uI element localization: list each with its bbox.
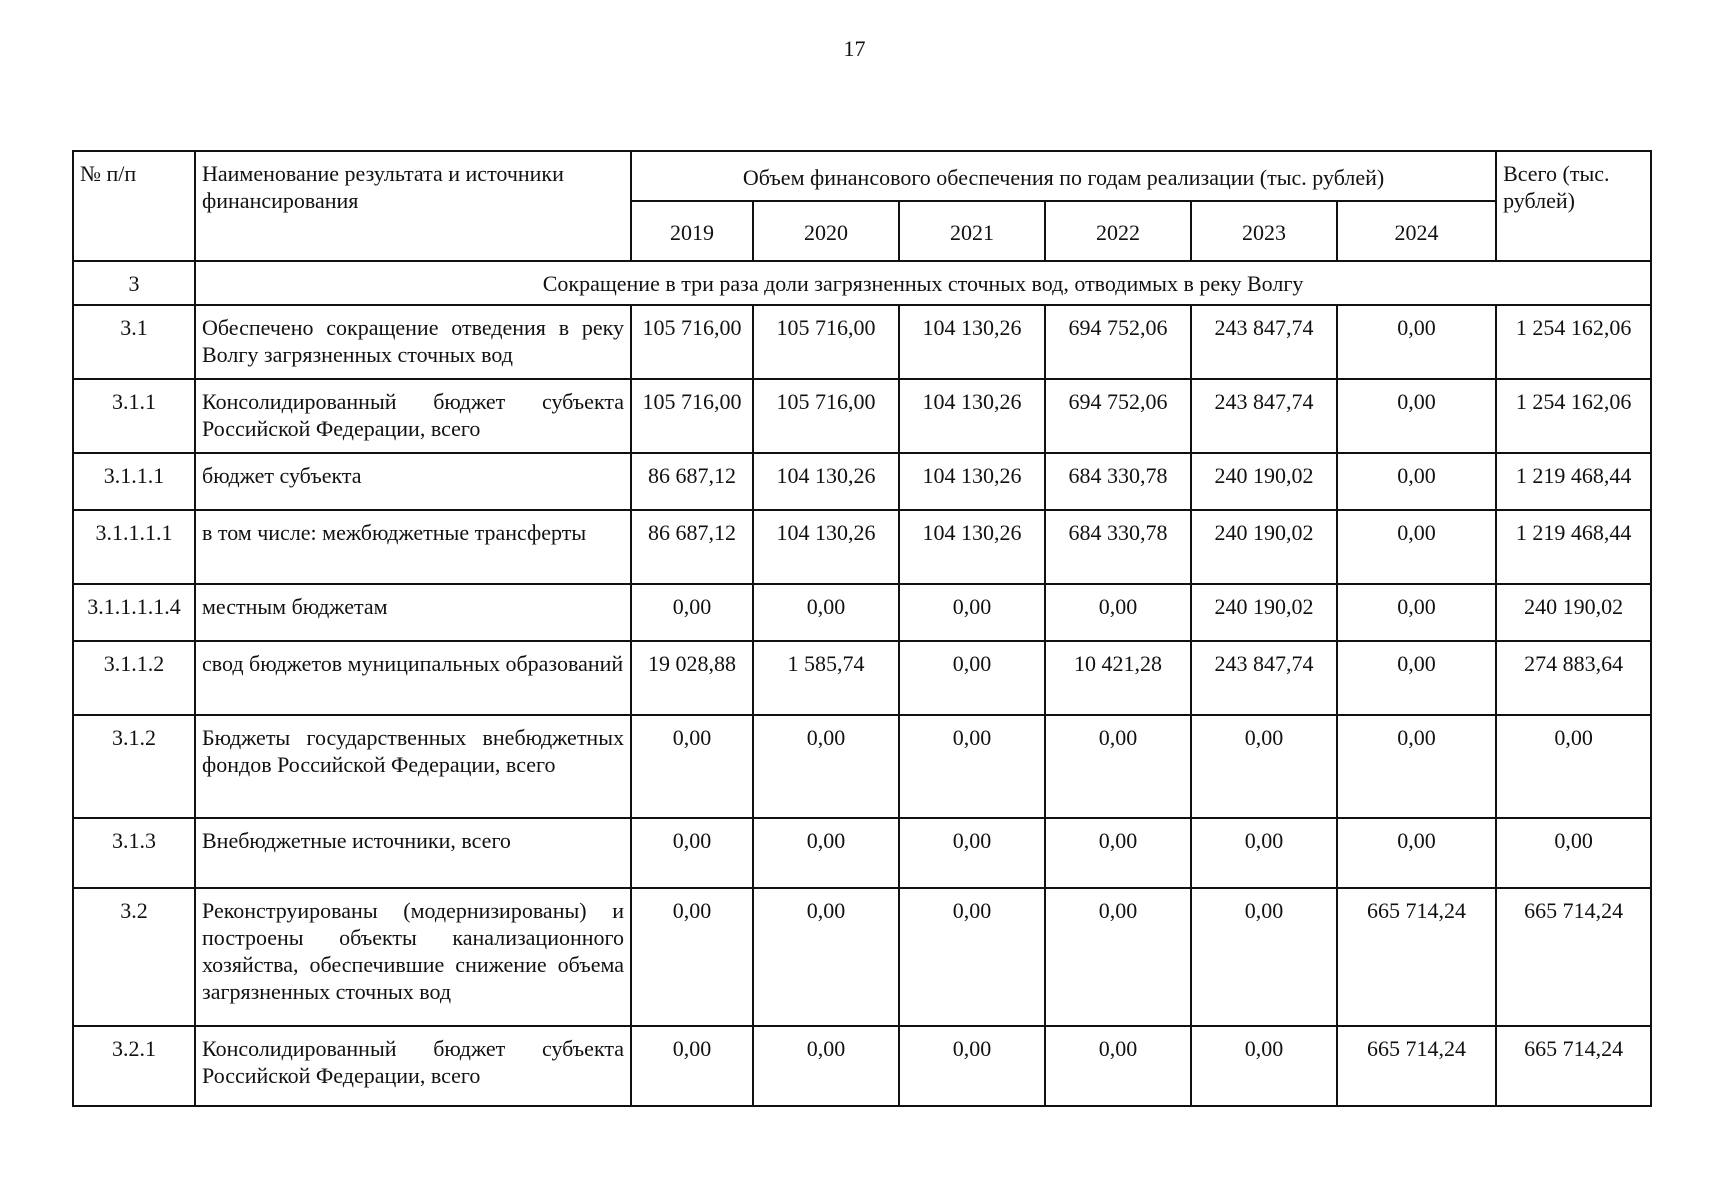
header-year: 2022	[1045, 201, 1191, 261]
page-number: 17	[843, 36, 866, 61]
table-row	[73, 715, 1651, 818]
table-row	[73, 453, 1651, 510]
row-total: 0,00	[1496, 715, 1651, 818]
row-value: 684 330,78	[1045, 453, 1191, 510]
row-value: 0,00	[1337, 715, 1496, 818]
row-value: 10 421,28	[1045, 641, 1191, 715]
row-number: 3.1.1.1	[73, 453, 195, 510]
row-total: 665 714,24	[1496, 1026, 1651, 1106]
row-value: 104 130,26	[899, 305, 1045, 379]
row-value: 0,00	[1337, 641, 1496, 715]
section-title: Сокращение в три раза доли загрязненных сточных вод, отводимых в реку Волгу	[195, 261, 1651, 305]
row-value: 0,00	[631, 888, 753, 1026]
row-name: Консолидированный бюджет субъекта Российской Федерации, всего	[195, 1026, 631, 1106]
row-value: 0,00	[899, 584, 1045, 641]
row-value: 0,00	[899, 888, 1045, 1026]
row-value: 0,00	[1045, 715, 1191, 818]
row-value: 0,00	[1045, 888, 1191, 1026]
row-value: 0,00	[631, 1026, 753, 1106]
row-value: 0,00	[631, 818, 753, 888]
row-value: 104 130,26	[899, 379, 1045, 453]
header-row-top	[73, 151, 1651, 201]
row-total: 1 254 162,06	[1496, 305, 1651, 379]
row-name: Обеспечено сокращение отведения в реку Волгу загрязненных сточных вод	[195, 305, 631, 379]
row-value: 86 687,12	[631, 453, 753, 510]
row-value: 0,00	[1337, 305, 1496, 379]
row-total: 1 254 162,06	[1496, 379, 1651, 453]
row-value: 694 752,06	[1045, 305, 1191, 379]
table-row	[73, 1026, 1651, 1106]
row-value: 240 190,02	[1191, 510, 1337, 584]
header-year: 2019	[631, 201, 753, 261]
row-value: 19 028,88	[631, 641, 753, 715]
section-row	[73, 261, 1651, 305]
row-total: 1 219 468,44	[1496, 510, 1651, 584]
table-row	[73, 641, 1651, 715]
row-value: 684 330,78	[1045, 510, 1191, 584]
row-name: Внебюджетные источники, всего	[195, 818, 631, 888]
header-year: 2021	[899, 201, 1045, 261]
row-value: 0,00	[753, 715, 899, 818]
row-value: 105 716,00	[753, 379, 899, 453]
row-name: бюджет субъекта	[195, 453, 631, 510]
header-total: Всего (тыс. рублей)	[1496, 151, 1651, 261]
row-value: 0,00	[1337, 584, 1496, 641]
row-value: 240 190,02	[1191, 453, 1337, 510]
row-value: 243 847,74	[1191, 641, 1337, 715]
row-value: 104 130,26	[899, 453, 1045, 510]
financing-table	[72, 150, 1652, 1107]
row-value: 0,00	[1337, 379, 1496, 453]
row-number: 3.1.2	[73, 715, 195, 818]
row-value: 104 130,26	[899, 510, 1045, 584]
row-value: 86 687,12	[631, 510, 753, 584]
row-name: Реконструированы (модернизированы) и построены объекты канализационного хозяйства, обеспечившие снижение объема загрязненных сточных вод	[195, 888, 631, 1026]
row-total: 0,00	[1496, 818, 1651, 888]
row-total: 1 219 468,44	[1496, 453, 1651, 510]
section-number: 3	[73, 261, 195, 305]
row-value: 665 714,24	[1337, 888, 1496, 1026]
row-number: 3.1.1	[73, 379, 195, 453]
row-value: 694 752,06	[1045, 379, 1191, 453]
row-value: 243 847,74	[1191, 379, 1337, 453]
row-value: 0,00	[1191, 715, 1337, 818]
table-row	[73, 305, 1651, 379]
row-value: 0,00	[899, 1026, 1045, 1106]
table-row	[73, 584, 1651, 641]
header-number: № п/п	[73, 151, 195, 261]
row-value: 0,00	[1045, 584, 1191, 641]
row-number: 3.1.1.1.1	[73, 510, 195, 584]
row-number: 3.1.1.1.1.4	[73, 584, 195, 641]
row-name: местным бюджетам	[195, 584, 631, 641]
row-value: 0,00	[1191, 1026, 1337, 1106]
row-number: 3.2	[73, 888, 195, 1026]
header-year: 2024	[1337, 201, 1496, 261]
row-total: 274 883,64	[1496, 641, 1651, 715]
row-value: 0,00	[1337, 818, 1496, 888]
row-value: 0,00	[753, 888, 899, 1026]
row-value: 0,00	[1191, 888, 1337, 1026]
row-total: 240 190,02	[1496, 584, 1651, 641]
row-name: Консолидированный бюджет субъекта Российской Федерации, всего	[195, 379, 631, 453]
row-value: 104 130,26	[753, 453, 899, 510]
row-value: 0,00	[631, 715, 753, 818]
row-value: 0,00	[1045, 1026, 1191, 1106]
table-row	[73, 379, 1651, 453]
row-value: 105 716,00	[753, 305, 899, 379]
row-value: 0,00	[753, 818, 899, 888]
row-value: 0,00	[899, 641, 1045, 715]
row-value: 105 716,00	[631, 379, 753, 453]
row-total: 665 714,24	[1496, 888, 1651, 1026]
table-row	[73, 888, 1651, 1026]
header-name: Наименование результата и источники финансирования	[195, 151, 631, 261]
row-value: 240 190,02	[1191, 584, 1337, 641]
row-value: 0,00	[753, 584, 899, 641]
row-value: 1 585,74	[753, 641, 899, 715]
row-value: 243 847,74	[1191, 305, 1337, 379]
row-value: 0,00	[1191, 818, 1337, 888]
row-value: 0,00	[899, 818, 1045, 888]
table-row	[73, 818, 1651, 888]
row-number: 3.1	[73, 305, 195, 379]
row-name: свод бюджетов муниципальных образований	[195, 641, 631, 715]
row-value: 104 130,26	[753, 510, 899, 584]
row-value: 665 714,24	[1337, 1026, 1496, 1106]
row-number: 3.1.1.2	[73, 641, 195, 715]
row-value: 0,00	[753, 1026, 899, 1106]
header-volume: Объем финансового обеспечения по годам реализации (тыс. рублей)	[631, 151, 1496, 201]
header-year: 2023	[1191, 201, 1337, 261]
row-number: 3.2.1	[73, 1026, 195, 1106]
row-name: Бюджеты государственных внебюджетных фондов Российской Федерации, всего	[195, 715, 631, 818]
row-value: 0,00	[631, 584, 753, 641]
row-name: в том числе: межбюджетные трансферты	[195, 510, 631, 584]
row-value: 105 716,00	[631, 305, 753, 379]
row-value: 0,00	[1337, 510, 1496, 584]
row-number: 3.1.3	[73, 818, 195, 888]
table-row	[73, 510, 1651, 584]
row-value: 0,00	[1337, 453, 1496, 510]
row-value: 0,00	[1045, 818, 1191, 888]
header-year: 2020	[753, 201, 899, 261]
row-value: 0,00	[899, 715, 1045, 818]
